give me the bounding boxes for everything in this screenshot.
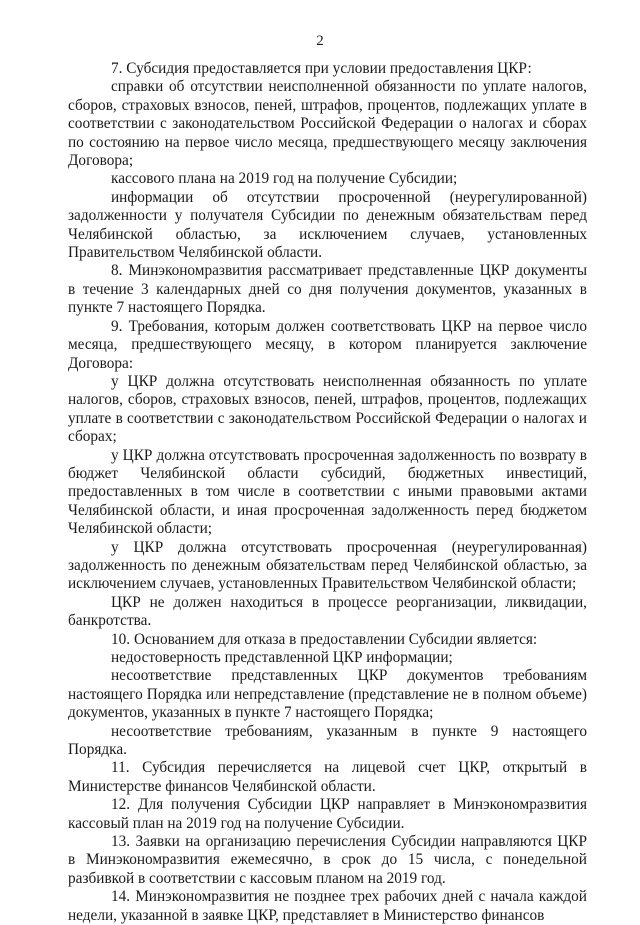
paragraph-11: 11. Субсидия перечисляется на лицевой счет ЦКР, открытый в Министерстве финансов Челябинской области.	[68, 759, 587, 795]
page-number: 2	[316, 33, 324, 49]
paragraph-9: 9. Требования, которым должен соответствовать ЦКР на первое число месяца, предшествующего месяцу, в котором планируется заключение Договора:	[68, 317, 587, 372]
paragraph-9-item-obligations: у ЦКР должна отсутствовать просроченная (неурегулированная) задолженность по денежным обязательствам перед Челябинской областью, за исключением случаев, установленных Правительством Челябинской области;	[68, 538, 587, 593]
paragraph-9-item-taxes: у ЦКР должна отсутствовать неисполненная обязанность по уплате налогов, сборов, страховых взносов, пеней, штрафов, процентов, подлежащих уплате в соответствии с законодательством Российской Федерации о налогах и сборах;	[68, 372, 587, 446]
paragraph-10-item-documents: несоответствие представленных ЦКР документов требованиям настоящего Порядка или непредставление (представление не в полном объеме) документов, указанных в пункте 7 настоящего Порядка;	[68, 667, 587, 722]
paragraph-9-item-reorganization: ЦКР не должен находиться в процессе реорганизации, ликвидации, банкротства.	[68, 593, 587, 630]
paragraph-10-item-requirements: несоответствие требованиям, указанным в пункте 9 настоящего Порядка.	[68, 722, 587, 759]
paragraph-7-item-debt-info: информации об отсутствии просроченной (неурегулированной) задолженности у получателя Субсидии по денежным обязательствам перед Челябинской областью, за исключением случаев, установленных Правительством Челябинской области.	[68, 188, 587, 262]
paragraph-7-item-certificate: справки об отсутствии неисполненной обязанности по уплате налогов, сборов, страховых взносов, пеней, штрафов, процентов, подлежащих уплате в соответствии с законодательством Российской Федерации о налогах и сборах по состоянию на первое число месяца, предшествующего месяцу заключения Договора;	[68, 78, 587, 170]
paragraph-9-item-budget-debt: у ЦКР должна отсутствовать просроченная задолженность по возврату в бюджет Челябинской области субсидий, бюджетных инвестиций, предоставленных в том числе в соответствии с иными правовыми актами Челябинской области, и иная просроченная задолженность перед бюджетом Челябинской области;	[68, 446, 587, 538]
paragraph-13: 13. Заявки на организацию перечисления Субсидии направляются ЦКР в Минэкономразвития ежемесячно, в срок до 15 числа, с понедельной разбивкой в соответствии с кассовым планом на 2019 год.	[68, 833, 587, 887]
paragraph-12: 12. Для получения Субсидии ЦКР направляет в Минэкономразвития кассовый план на 2019 год на получение Субсидии.	[68, 796, 587, 832]
document-body	[68, 60, 587, 925]
paragraph-10: 10. Основанием для отказа в предоставлении Субсидии является:	[111, 630, 538, 648]
paragraph-14: 14. Минэкономразвития не позднее трех рабочих дней с начала каждой недели, указанной в заявке ЦКР, представляет в Министерство финансов	[68, 888, 587, 924]
paragraph-7: 7. Субсидия предоставляется при условии предоставления ЦКР:	[111, 60, 532, 77]
paragraph-8: 8. Минэкономразвития рассматривает представленные ЦКР документы в течение 3 календарных дней со дня получения документов, указанных в пункте 7 настоящего Порядка.	[68, 262, 587, 317]
paragraph-7-item-cash-plan: кассового плана на 2019 год на получение Субсидии;	[111, 170, 458, 188]
paragraph-10-item-unreliable-info: недостоверность представленной ЦКР информации;	[111, 649, 453, 666]
